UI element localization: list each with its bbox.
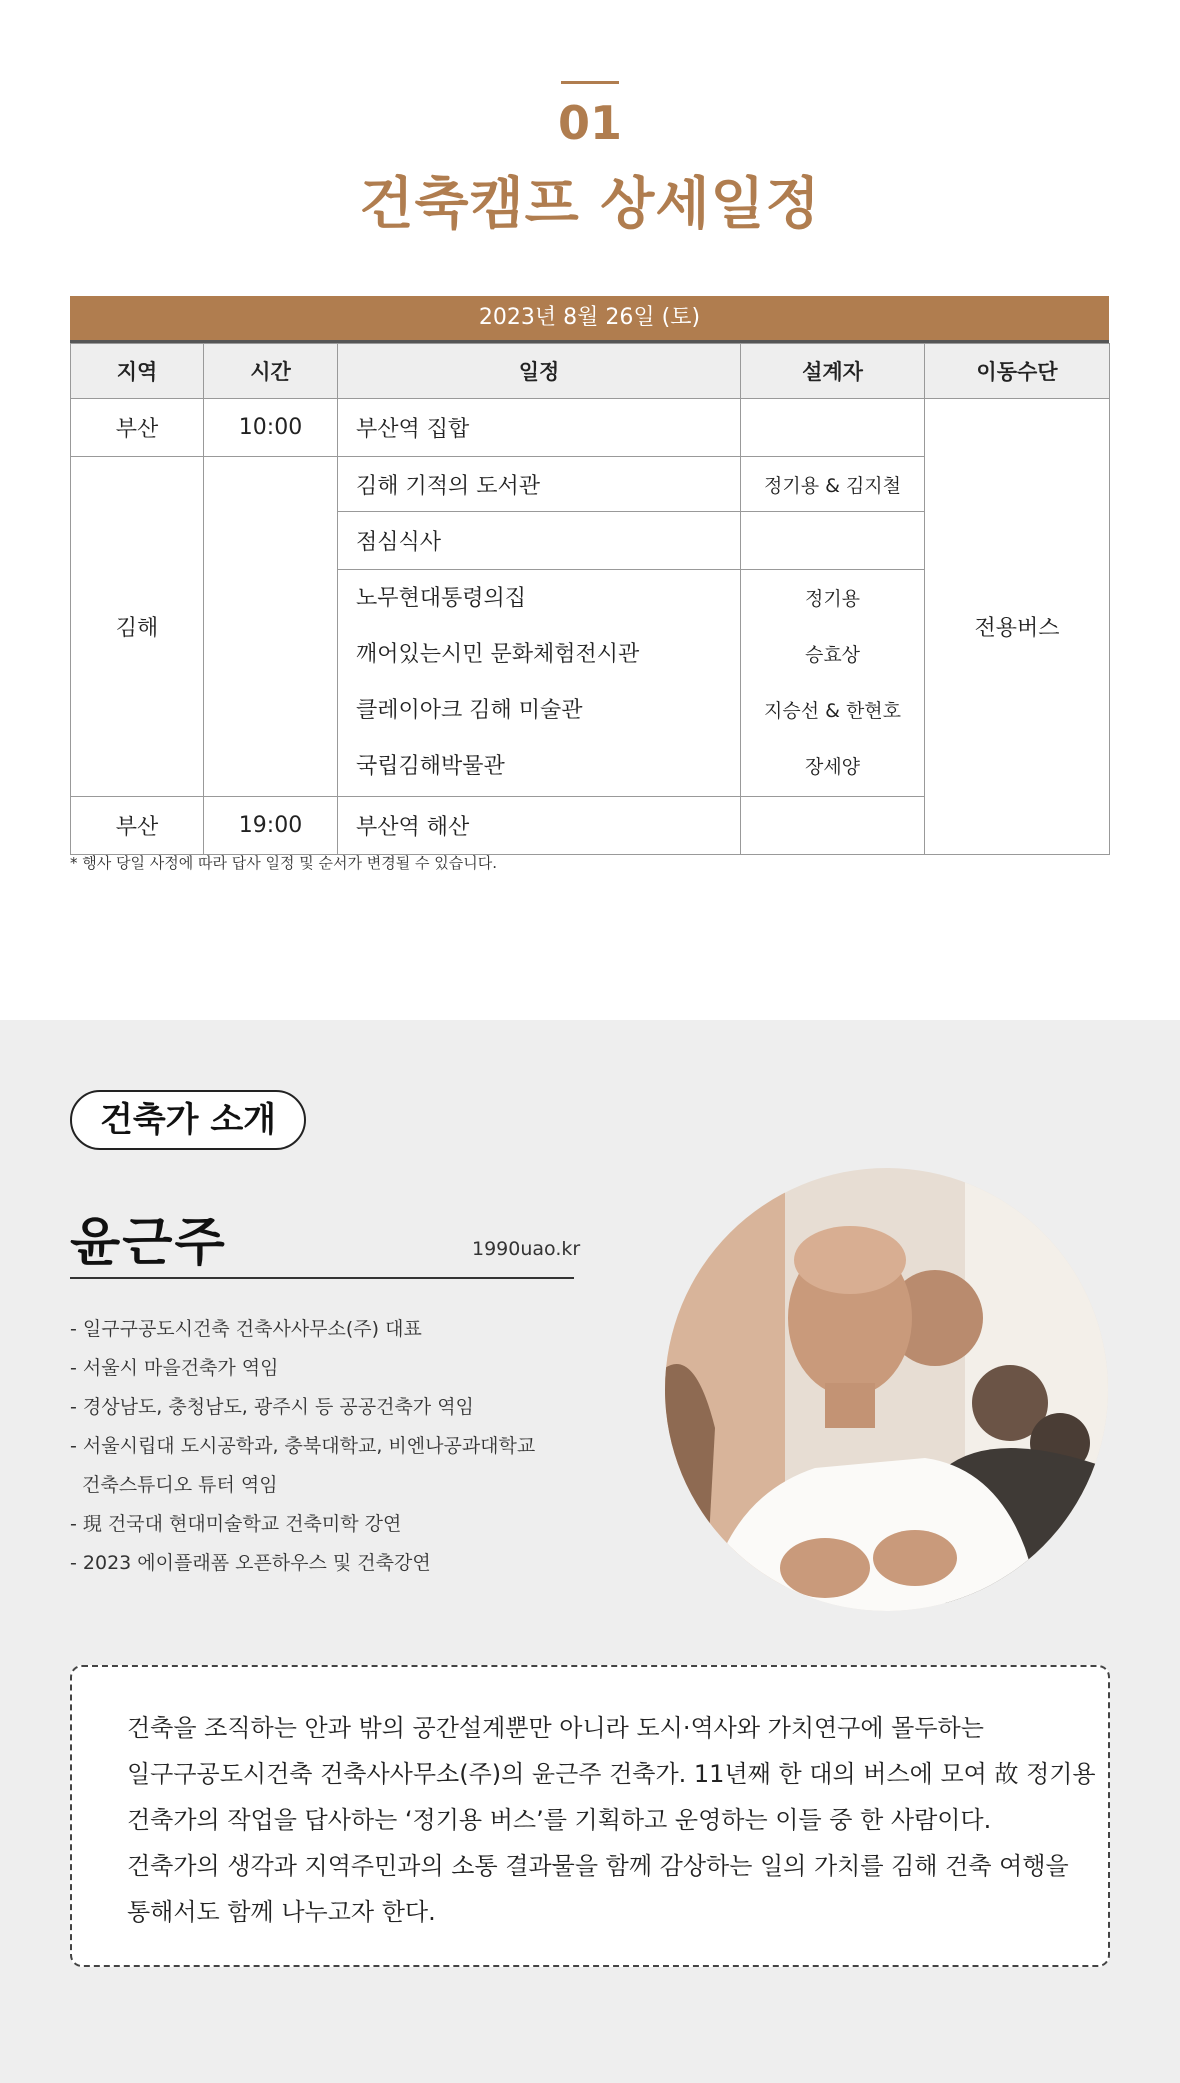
visit-event: 깨어있는시민 문화체험전시관 <box>356 642 640 667</box>
bio-item: - 2023 에이플래폼 오픈하우스 및 건축강연 <box>70 1552 431 1574</box>
region-cell: 부산 <box>71 399 204 457</box>
event-cell: 김해 기적의 도서관 <box>338 457 741 512</box>
bio-item: - 現 건국대 현대미술학교 건축미학 강연 <box>70 1513 402 1535</box>
header-transport: 이동수단 <box>925 344 1110 399</box>
divider <box>70 1277 574 1279</box>
designer-cell-group <box>741 570 925 797</box>
table-row <box>71 399 1110 457</box>
description-line: 일구구공도시건축 건축사사무소(주)의 윤근주 건축가. 11년째 한 대의 버스에 모여 故 정기용 <box>127 1760 1096 1788</box>
visit-designer: 장세양 <box>804 756 861 778</box>
schedule-note: * 행사 당일 사정에 따라 답사 일정 및 순서가 변경될 수 있습니다. <box>70 854 497 872</box>
event-cell: 부산역 해산 <box>338 797 741 855</box>
visit-event: 노무현대통령의집 <box>356 586 527 611</box>
architect-bio <box>70 1310 535 1583</box>
description-line: 건축가의 생각과 지역주민과의 소통 결과물을 함께 감상하는 일의 가치를 김해 건축 여행을 <box>127 1852 1069 1880</box>
designer-cell: 정기용 & 김지철 <box>741 457 925 512</box>
section-title: 건축캠프 상세일정 <box>359 172 821 237</box>
architect-photo-illustration <box>665 1168 1108 1611</box>
designer-cell <box>741 797 925 855</box>
table-header-row <box>71 344 1110 399</box>
header-event: 일정 <box>338 344 741 399</box>
bio-item: - 경상남도, 충청남도, 광주시 등 공공건축가 역임 <box>70 1396 474 1418</box>
header-designer: 설계자 <box>741 344 925 399</box>
schedule-date: 2023년 8월 26일 (토) <box>70 296 1109 343</box>
description-line: 통해서도 함께 나누고자 한다. <box>127 1898 436 1926</box>
schedule-section <box>0 0 1180 1020</box>
bio-item: - 일구구공도시건축 건축사사무소(주) 대표 <box>70 1318 422 1340</box>
transport-cell: 전용버스 <box>925 399 1110 855</box>
architect-website[interactable]: 1990uao.kr <box>472 1238 581 1260</box>
description-line: 건축을 조직하는 안과 밖의 공간설계뿐만 아니라 도시·역사와 가치연구에 몰두하는 <box>127 1714 984 1742</box>
architect-section-label: 건축가 소개 <box>70 1090 306 1150</box>
designer-cell <box>741 512 925 570</box>
architect-photo <box>665 1168 1108 1611</box>
header-time: 시간 <box>204 344 338 399</box>
schedule-table <box>70 296 1109 855</box>
time-cell <box>204 457 338 797</box>
designer-cell <box>741 399 925 457</box>
description-line: 건축가의 작업을 답사하는 ‘정기용 버스’를 기획하고 운영하는 이들 중 한 사람이다. <box>127 1806 992 1834</box>
bio-item: 건축스튜디오 튜터 역임 <box>82 1474 278 1496</box>
architect-name: 윤근주 <box>70 1213 227 1273</box>
visit-designer: 지승선 & 한현호 <box>763 700 902 722</box>
accent-line <box>561 81 619 84</box>
architect-section <box>0 1020 1180 2083</box>
event-cell-group <box>338 570 741 797</box>
visit-event: 클레이아크 김해 미술관 <box>356 698 583 723</box>
time-cell: 19:00 <box>204 797 338 855</box>
region-cell: 부산 <box>71 797 204 855</box>
visit-event: 국립김해박물관 <box>356 754 505 779</box>
architect-description <box>70 1665 1110 1967</box>
header-region: 지역 <box>71 344 204 399</box>
region-cell: 김해 <box>71 457 204 797</box>
event-cell: 부산역 집합 <box>338 399 741 457</box>
event-cell: 점심식사 <box>338 512 741 570</box>
bio-item: - 서울시립대 도시공학과, 충북대학교, 비엔나공과대학교 <box>70 1435 536 1457</box>
visit-designer: 승효상 <box>804 644 861 666</box>
section-number: 01 <box>557 96 622 150</box>
bio-item: - 서울시 마을건축가 역임 <box>70 1357 279 1379</box>
time-cell: 10:00 <box>204 399 338 457</box>
visit-designer: 정기용 <box>804 588 861 610</box>
